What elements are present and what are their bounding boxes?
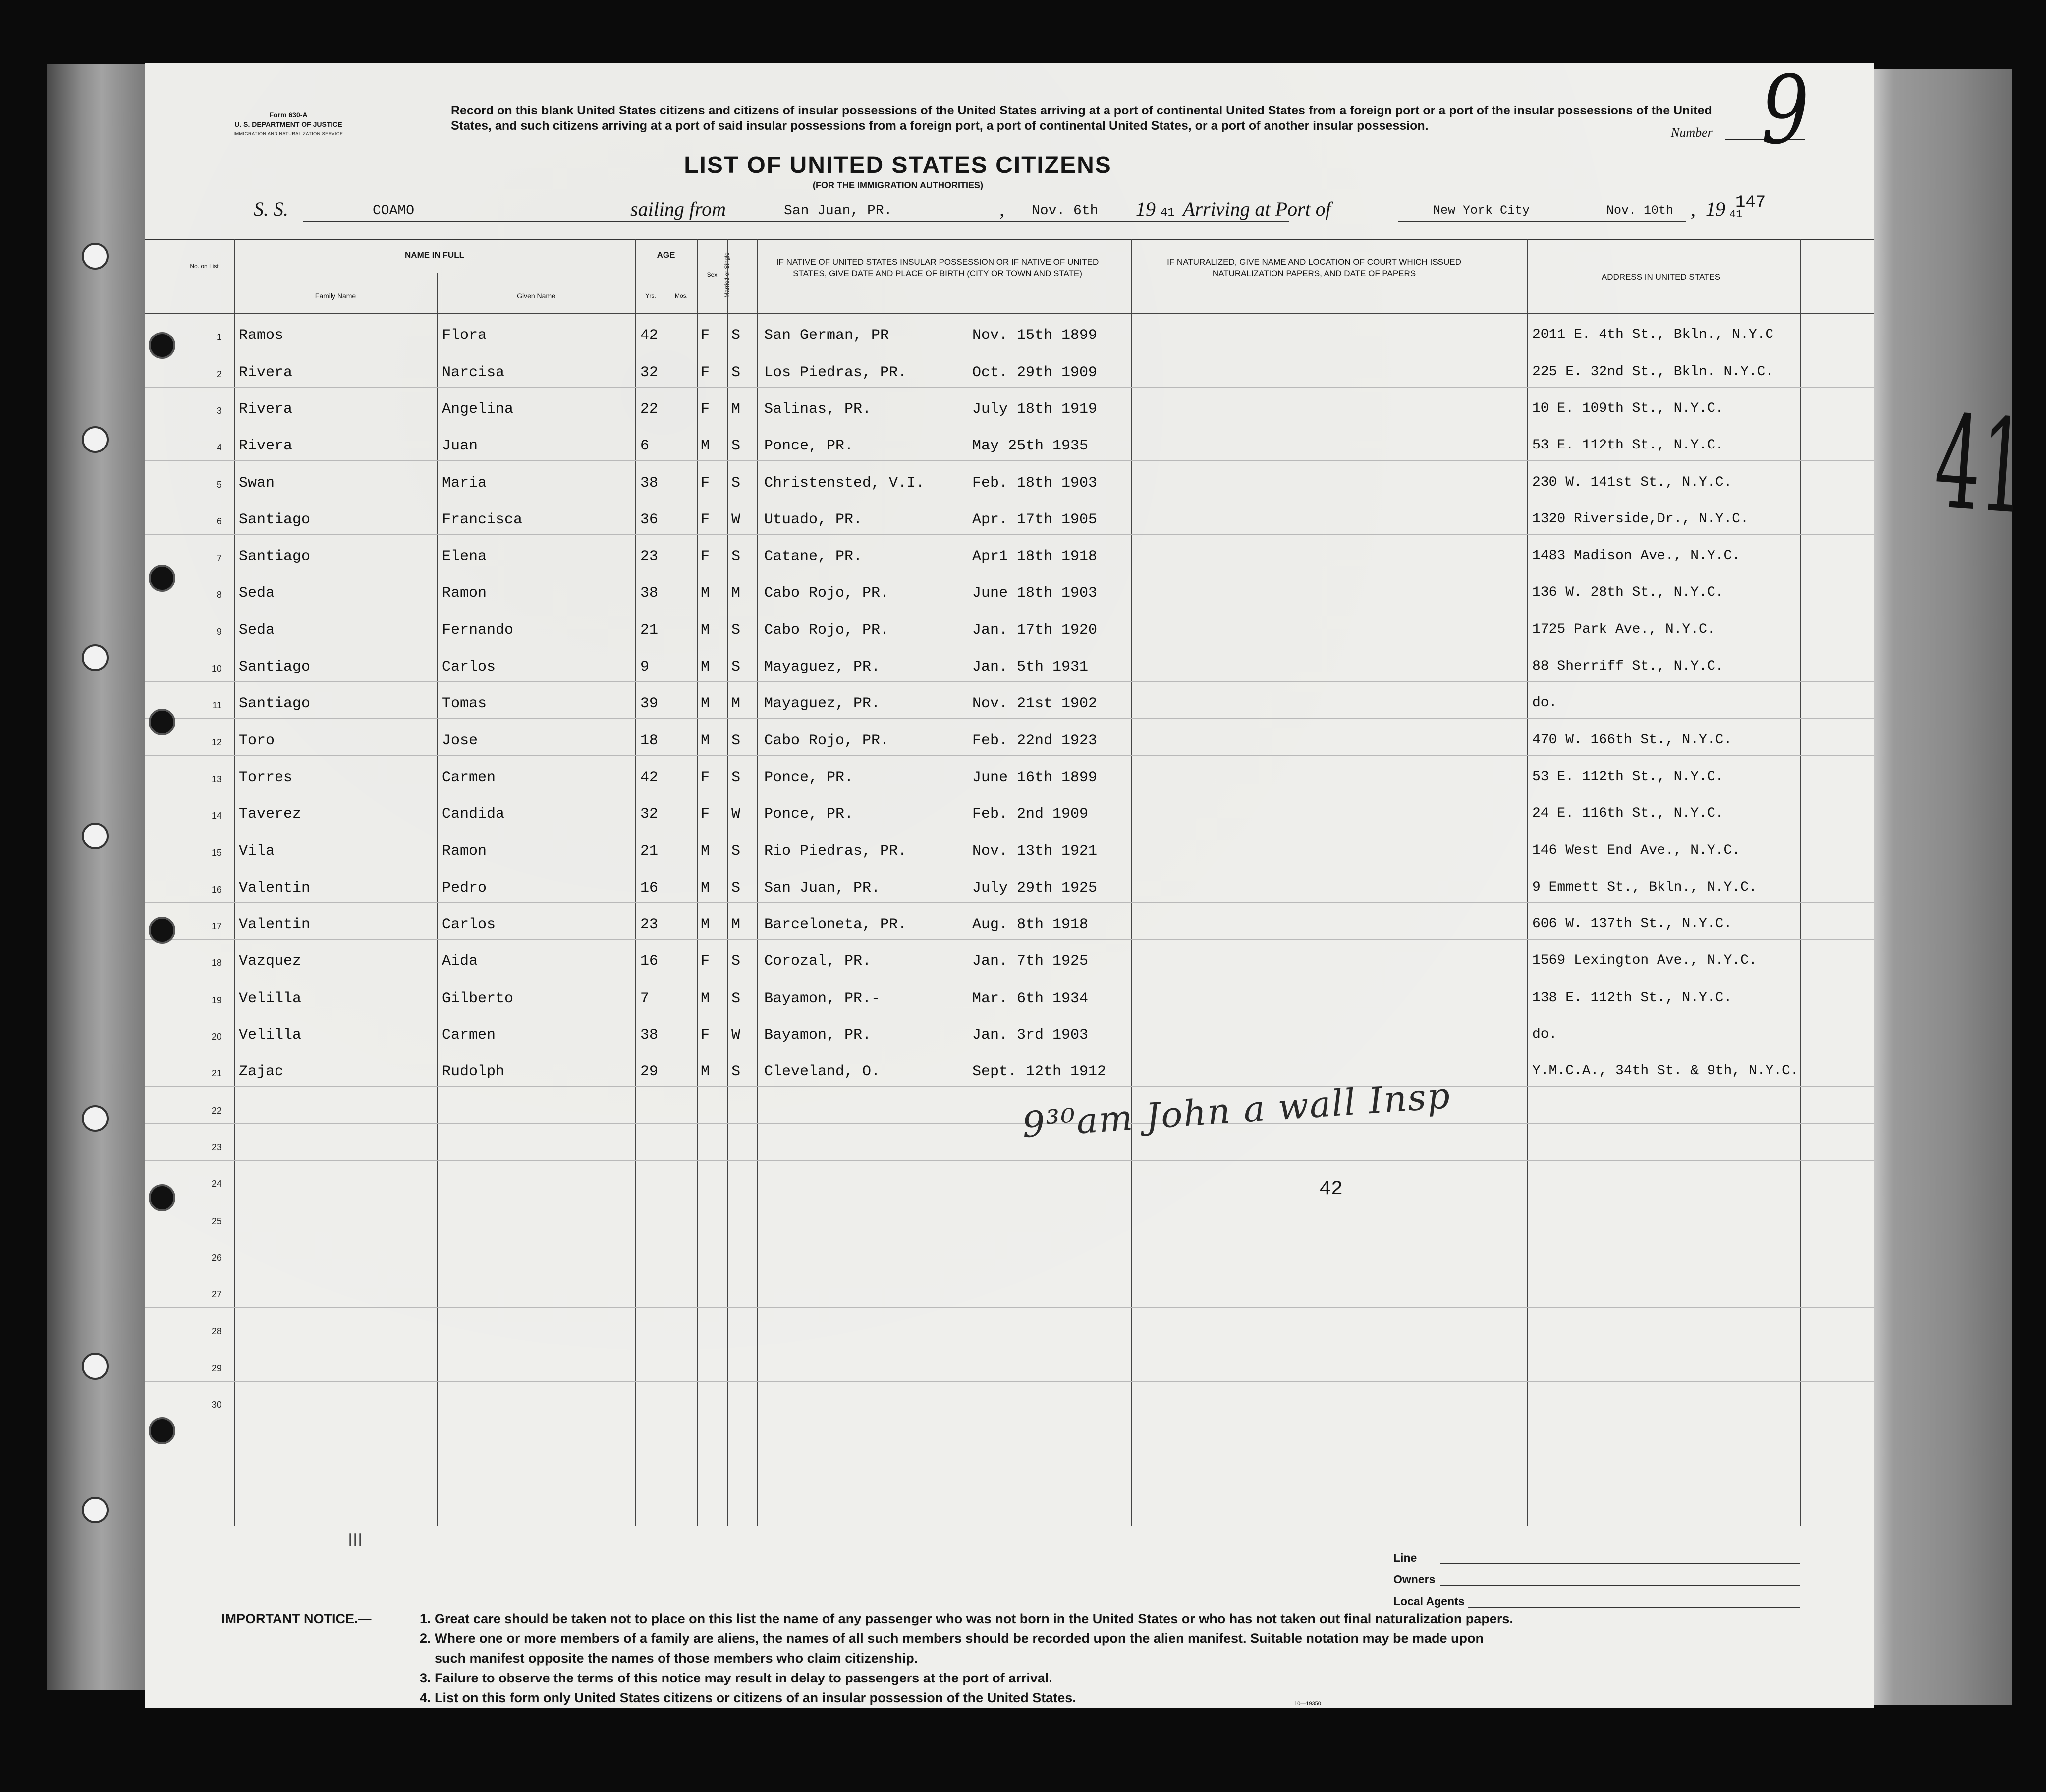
cell-yrs: 21: [640, 842, 659, 860]
cell-addr: 1569 Lexington Ave., N.Y.C.: [1532, 953, 1757, 969]
punch-hole: [82, 823, 109, 849]
punch-hole: [149, 1184, 175, 1211]
cell-sex: M: [701, 879, 710, 896]
col-married-single: Married or Single: [723, 252, 730, 298]
line-number: 29: [211, 1363, 221, 1373]
sailing-label: sailing from: [630, 198, 726, 220]
notice-2b: such manifest opposite the names of those members who claim citizenship.: [435, 1651, 918, 1666]
cell-addr: 53 E. 112th St., N.Y.C.: [1532, 769, 1724, 784]
owners-label: Owners: [1393, 1573, 1436, 1586]
depart-year: 41: [1161, 206, 1175, 220]
cell-addr: 136 W. 28th St., N.Y.C.: [1532, 585, 1724, 601]
cell-given: Elena: [442, 548, 487, 565]
line-number: 23: [211, 1142, 221, 1152]
ship-name: COAMO: [373, 203, 415, 219]
cell-addr: 146 West End Ave., N.Y.C.: [1532, 842, 1741, 858]
line-number: 20: [211, 1032, 221, 1042]
cell-addr: 230 W. 141st St., N.Y.C.: [1532, 474, 1732, 490]
cell-ms: S: [731, 769, 741, 786]
cell-family: Seda: [239, 585, 275, 602]
cell-date: June 16th 1899: [972, 769, 1098, 786]
cell-given: Rudolph: [442, 1064, 505, 1081]
cell-given: Aida: [442, 953, 478, 970]
cell-family: Velilla: [239, 990, 302, 1007]
cell-date: Feb. 22nd 1923: [972, 732, 1098, 749]
cell-place: Corozal, PR.: [764, 953, 872, 970]
line-number: 17: [211, 921, 221, 932]
cell-ms: S: [731, 659, 741, 675]
cell-place: Catane, PR.: [764, 548, 863, 565]
col-sex: Sex: [707, 271, 718, 278]
cell-place: Salinas, PR.: [764, 400, 872, 418]
manifest-page: [145, 56, 2031, 1708]
line-field: [1393, 1551, 1800, 1573]
cell-family: Swan: [239, 474, 275, 492]
cell-date: July 18th 1919: [972, 400, 1098, 418]
cell-yrs: 38: [640, 585, 659, 602]
cell-yrs: 42: [640, 327, 659, 344]
cell-place: Ponce, PR.: [764, 438, 854, 455]
cell-family: Zajac: [239, 1064, 284, 1081]
col-naturalized: IF NATURALIZED, GIVE NAME AND LOCATION OF COURT WHICH ISSUED NATURALIZATION PAPERS, AND DATE OF PAPERS: [1167, 257, 1461, 278]
col-name-in-full: NAME IN FULL: [405, 250, 464, 260]
cell-sex: F: [701, 364, 710, 381]
cell-sex: F: [701, 1027, 710, 1044]
cell-place: Utuado, PR.: [764, 511, 863, 528]
notice-2: 2. Where one or more members of a family are aliens, the names of all such members should be recorded upon the alien manifest. Suitable notation may be made upon: [420, 1631, 1484, 1646]
signature-text: 9³⁰am John a wall Insp: [1021, 1074, 1452, 1146]
cell-family: Rivera: [239, 438, 293, 455]
line-number: 24: [211, 1179, 221, 1189]
cell-addr: 1320 Riverside,Dr., N.Y.C.: [1532, 511, 1749, 527]
punch-hole: [82, 1353, 109, 1380]
from-port: San Juan, PR.: [784, 203, 892, 219]
cell-sex: F: [701, 769, 710, 786]
date-underline: [1012, 221, 1289, 222]
cell-given: Pedro: [442, 879, 487, 896]
cell-family: Vazquez: [239, 953, 302, 970]
cell-given: Maria: [442, 474, 487, 492]
line-number: 19: [211, 995, 221, 1005]
cell-yrs: 21: [640, 621, 659, 639]
line-number: 26: [211, 1252, 221, 1263]
depart-date: Nov. 6th: [1032, 203, 1099, 219]
line-number: 13: [211, 774, 221, 784]
voyage-line: S. S. COAMO sailing from San Juan, PR. , Nov. 6th 19 41 Arriving at Port of New York City Nov. 10th , 19 41 147: [145, 197, 1874, 232]
cell-addr: 225 E. 32nd St., Bkln. N.Y.C.: [1532, 364, 1774, 380]
col-age: AGE: [657, 250, 675, 260]
cell-date: Nov. 21st 1902: [972, 695, 1098, 713]
cell-ms: S: [731, 327, 741, 344]
cell-addr: Y.M.C.A., 34th St. & 9th, N.Y.C.: [1532, 1064, 1799, 1079]
arrival-port: New York City: [1433, 203, 1530, 218]
record-note: Record on this blank United States citizens and citizens of insular possessions of the United States arriving at a port of continental United States from a foreign port or a port of the insular possessions of the United States, and such citizens arriving at a port of said insular possessions from a foreign port, a port of continental United States, or a port of another insular possession.: [451, 104, 1712, 133]
passenger-table: [145, 239, 1874, 1527]
cell-family: Torres: [239, 769, 293, 786]
cell-sex: M: [701, 695, 710, 713]
cell-date: July 29th 1925: [972, 879, 1098, 896]
form-number: Form 630-A: [269, 111, 308, 119]
cell-date: Nov. 15th 1899: [972, 327, 1098, 344]
cell-yrs: 32: [640, 364, 659, 381]
cell-sex: F: [701, 511, 710, 528]
cell-family: Santiago: [239, 511, 311, 528]
cell-ms: S: [731, 990, 741, 1007]
cell-yrs: 39: [640, 695, 659, 713]
cell-family: Toro: [239, 732, 275, 749]
line-number: 1: [216, 332, 221, 342]
cell-ms: S: [731, 364, 741, 381]
cell-addr: 9 Emmett St., Bkln., N.Y.C.: [1532, 879, 1757, 895]
cell-sex: M: [701, 990, 710, 1007]
line-number: 5: [216, 479, 221, 490]
cell-yrs: 6: [640, 438, 650, 455]
cell-place: Mayaguez, PR.: [764, 659, 881, 675]
cell-family: Seda: [239, 621, 275, 639]
cell-given: Flora: [442, 327, 487, 344]
cell-ms: S: [731, 1064, 741, 1081]
cell-ms: M: [731, 400, 741, 418]
line-number: 14: [211, 811, 221, 821]
cell-addr: 24 E. 116th St., N.Y.C.: [1532, 806, 1724, 822]
cell-addr: 138 E. 112th St., N.Y.C.: [1532, 990, 1732, 1006]
ship-underline: [303, 221, 754, 222]
punch-hole: [82, 1105, 109, 1132]
binding-strip: [47, 64, 148, 1690]
signature-lines: [1393, 1551, 1800, 1617]
line-number: 9: [216, 626, 221, 637]
important-notice: [221, 1609, 1807, 1708]
cell-family: Santiago: [239, 548, 311, 565]
cell-family: Valentin: [239, 916, 311, 934]
cell-sex: M: [701, 1064, 710, 1081]
cell-date: May 25th 1935: [972, 438, 1089, 455]
cell-yrs: 42: [640, 769, 659, 786]
cell-place: Cleveland, O.: [764, 1064, 881, 1081]
cell-yrs: 9: [640, 659, 650, 675]
col-address: ADDRESS IN UNITED STATES: [1601, 272, 1721, 281]
line-number: 2: [216, 369, 221, 379]
line-number: 7: [216, 553, 221, 563]
cell-place: Cabo Rojo, PR.: [764, 621, 889, 639]
cell-place: Ponce, PR.: [764, 769, 854, 786]
cell-family: Rivera: [239, 400, 293, 418]
cell-sex: M: [701, 621, 710, 639]
col-given-name: Given Name: [517, 292, 555, 300]
cell-yrs: 18: [640, 732, 659, 749]
cell-given: Carmen: [442, 1027, 496, 1044]
cell-given: Candida: [442, 806, 505, 823]
cell-sex: F: [701, 400, 710, 418]
cell-family: Santiago: [239, 659, 311, 675]
cell-addr: 53 E. 112th St., N.Y.C.: [1532, 438, 1724, 453]
margin-number: 41: [1931, 388, 2031, 543]
cell-addr: 606 W. 137th St., N.Y.C.: [1532, 916, 1732, 932]
cell-sex: M: [701, 585, 710, 602]
number-label: Number: [1671, 125, 1713, 140]
cell-place: Los Piedras, PR.: [764, 364, 907, 381]
col-yrs: Yrs.: [645, 292, 656, 299]
line-number: 4: [216, 443, 221, 453]
form-identifier: [204, 111, 373, 139]
cell-date: Aug. 8th 1918: [972, 916, 1089, 934]
cell-date: Nov. 13th 1921: [972, 842, 1098, 860]
cell-addr: do.: [1532, 1027, 1557, 1042]
cell-place: Christensted, V.I.: [764, 474, 925, 492]
line-label: Line: [1393, 1551, 1417, 1564]
cell-place: Bayamon, PR.-: [764, 990, 881, 1007]
cell-addr: 470 W. 166th St., N.Y.C.: [1532, 732, 1732, 748]
line-number: 28: [211, 1326, 221, 1337]
cell-date: Apr. 17th 1905: [972, 511, 1098, 528]
cell-place: Cabo Rojo, PR.: [764, 732, 889, 749]
cell-date: Jan. 3rd 1903: [972, 1027, 1089, 1044]
punch-hole: [149, 565, 175, 592]
line-number: 16: [211, 884, 221, 895]
punch-hole: [82, 426, 109, 453]
cell-sex: F: [701, 327, 710, 344]
cell-given: Carlos: [442, 659, 496, 675]
line-number: 30: [211, 1400, 221, 1410]
line-number: 15: [211, 847, 221, 858]
total-count: 42: [1319, 1178, 1343, 1201]
cell-addr: 2011 E. 4th St., Bkln., N.Y.C: [1532, 327, 1774, 343]
cell-addr: 10 E. 109th St., N.Y.C.: [1532, 400, 1724, 416]
cell-sex: M: [701, 438, 710, 455]
cell-place: Mayaguez, PR.: [764, 695, 881, 713]
cell-place: Bayamon, PR.: [764, 1027, 872, 1044]
cell-ms: S: [731, 474, 741, 492]
cell-date: Jan. 5th 1931: [972, 659, 1089, 675]
cell-family: Vila: [239, 842, 275, 860]
cell-family: Valentin: [239, 879, 311, 896]
notice-4: 4. List on this form only United States citizens or citizens of an insular possession of the United States.: [420, 1690, 1076, 1705]
cell-date: Sept. 12th 1912: [972, 1064, 1106, 1081]
cell-ms: S: [731, 879, 741, 896]
cell-family: Ramos: [239, 327, 284, 344]
cell-addr: 1483 Madison Ave., N.Y.C.: [1532, 548, 1741, 564]
punch-hole: [82, 1497, 109, 1523]
cell-place: Cabo Rojo, PR.: [764, 585, 889, 602]
cell-given: Francisca: [442, 511, 523, 528]
cell-ms: S: [731, 438, 741, 455]
col-no: No. on List: [190, 263, 219, 270]
cell-yrs: 36: [640, 511, 659, 528]
cell-family: Velilla: [239, 1027, 302, 1044]
department: U. S. DEPARTMENT OF JUSTICE: [234, 120, 342, 128]
col-birth: IF NATIVE OF UNITED STATES INSULAR POSSESSION OR IF NATIVE OF UNITED STATES, GIVE DATE AND PLACE OF BIRTH (CITY OR TOWN AND STATE): [776, 257, 1099, 278]
cell-ms: W: [731, 511, 741, 528]
cell-addr: 88 Sherriff St., N.Y.C.: [1532, 659, 1724, 674]
cell-sex: F: [701, 474, 710, 492]
cell-place: Ponce, PR.: [764, 806, 854, 823]
line-number: 8: [216, 590, 221, 600]
owners-field: [1393, 1573, 1800, 1595]
service: IMMIGRATION AND NATURALIZATION SERVICE: [233, 131, 343, 136]
cell-ms: S: [731, 953, 741, 970]
cell-addr: do.: [1532, 695, 1557, 711]
cell-ms: S: [731, 732, 741, 749]
cell-given: Carlos: [442, 916, 496, 934]
line-number: 3: [216, 405, 221, 416]
cell-ms: M: [731, 695, 741, 713]
cell-place: San German, PR: [764, 327, 889, 344]
cell-ms: M: [731, 916, 741, 934]
print-code: 10—19350: [1294, 1701, 1321, 1707]
cell-yrs: 23: [640, 916, 659, 934]
arrive-date: Nov. 10th: [1606, 203, 1674, 218]
cell-date: Oct. 29th 1909: [972, 364, 1098, 381]
cell-date: Mar. 6th 1934: [972, 990, 1089, 1007]
cell-sex: F: [701, 548, 710, 565]
line-number: 22: [211, 1105, 221, 1116]
cell-date: Feb. 2nd 1909: [972, 806, 1089, 823]
line-number: 25: [211, 1216, 221, 1226]
cell-given: Ramon: [442, 842, 487, 860]
number-value: 9: [1761, 56, 1809, 165]
cell-date: Jan. 17th 1920: [972, 621, 1098, 639]
cell-family: Santiago: [239, 695, 311, 713]
cell-yrs: 23: [640, 548, 659, 565]
line-number: 27: [211, 1289, 221, 1300]
cell-sex: M: [701, 659, 710, 675]
page-subtitle: (FOR THE IMMIGRATION AUTHORITIES): [813, 180, 983, 190]
arrive-year: 41: [1729, 208, 1743, 221]
cell-sex: M: [701, 916, 710, 934]
page-reference: 147: [1735, 193, 1766, 212]
col-family-name: Family Name: [315, 292, 356, 300]
cell-given: Ramon: [442, 585, 487, 602]
line-number: 21: [211, 1068, 221, 1079]
cell-date: June 18th 1903: [972, 585, 1098, 602]
cell-sex: M: [701, 732, 710, 749]
cell-yrs: 29: [640, 1064, 659, 1081]
cell-place: Rio Piedras, PR.: [764, 842, 907, 860]
cell-yrs: 16: [640, 953, 659, 970]
cell-given: Fernando: [442, 621, 514, 639]
cell-given: Narcisa: [442, 364, 505, 381]
punch-hole: [149, 332, 175, 359]
cell-given: Juan: [442, 438, 478, 455]
agents-label: Local Agents: [1393, 1595, 1465, 1608]
cell-yrs: 7: [640, 990, 650, 1007]
cell-date: Apr1 18th 1918: [972, 548, 1098, 565]
cell-yrs: 38: [640, 474, 659, 492]
line-number: 12: [211, 737, 221, 747]
cell-given: Jose: [442, 732, 478, 749]
cell-yrs: 22: [640, 400, 659, 418]
punch-hole: [82, 243, 109, 270]
port-underline: [1398, 221, 1686, 222]
cell-given: Gilberto: [442, 990, 514, 1007]
line-number: 18: [211, 958, 221, 968]
cell-family: Rivera: [239, 364, 293, 381]
year-prefix: 19: [1136, 198, 1156, 220]
cell-family: Taverez: [239, 806, 302, 823]
punch-hole: [149, 917, 175, 944]
arriving-label: Arriving at Port of: [1183, 198, 1331, 220]
cell-place: Barceloneta, PR.: [764, 916, 907, 934]
cell-date: Feb. 18th 1903: [972, 474, 1098, 492]
cell-given: Angelina: [442, 400, 514, 418]
col-mos: Mos.: [674, 292, 688, 299]
cell-ms: W: [731, 806, 741, 823]
ss-label: S. S.: [254, 198, 288, 220]
cell-sex: M: [701, 842, 710, 860]
notice-label: IMPORTANT NOTICE.—: [221, 1611, 372, 1626]
line-number: 10: [211, 664, 221, 673]
cell-yrs: 38: [640, 1027, 659, 1044]
cell-addr: 1725 Park Ave., N.Y.C.: [1532, 621, 1715, 637]
cell-place: San Juan, PR.: [764, 879, 881, 896]
cell-ms: S: [731, 842, 741, 860]
line-number: 11: [212, 700, 221, 711]
punch-hole: [82, 644, 109, 671]
tally-mark: III: [348, 1530, 363, 1550]
year-prefix-2: 19: [1706, 198, 1725, 220]
cell-sex: F: [701, 953, 710, 970]
cell-yrs: 32: [640, 806, 659, 823]
cell-sex: F: [701, 806, 710, 823]
cell-yrs: 16: [640, 879, 659, 896]
page-edge: [1868, 69, 2012, 1705]
punch-hole: [149, 1417, 175, 1444]
page-title: LIST OF UNITED STATES CITIZENS: [684, 152, 1112, 178]
punch-hole: [149, 709, 175, 735]
cell-ms: W: [731, 1027, 741, 1044]
cell-given: Carmen: [442, 769, 496, 786]
line-number: 6: [216, 516, 221, 526]
notice-3: 3. Failure to observe the terms of this notice may result in delay to passengers at the port of arrival.: [420, 1671, 1052, 1685]
cell-date: Jan. 7th 1925: [972, 953, 1089, 970]
notice-1: 1. Great care should be taken not to place on this list the name of any passenger who was not born in the United States or who has not taken out final naturalization papers.: [420, 1611, 1513, 1626]
cell-given: Tomas: [442, 695, 487, 713]
cell-ms: S: [731, 548, 741, 565]
cell-ms: S: [731, 621, 741, 639]
cell-ms: M: [731, 585, 741, 602]
